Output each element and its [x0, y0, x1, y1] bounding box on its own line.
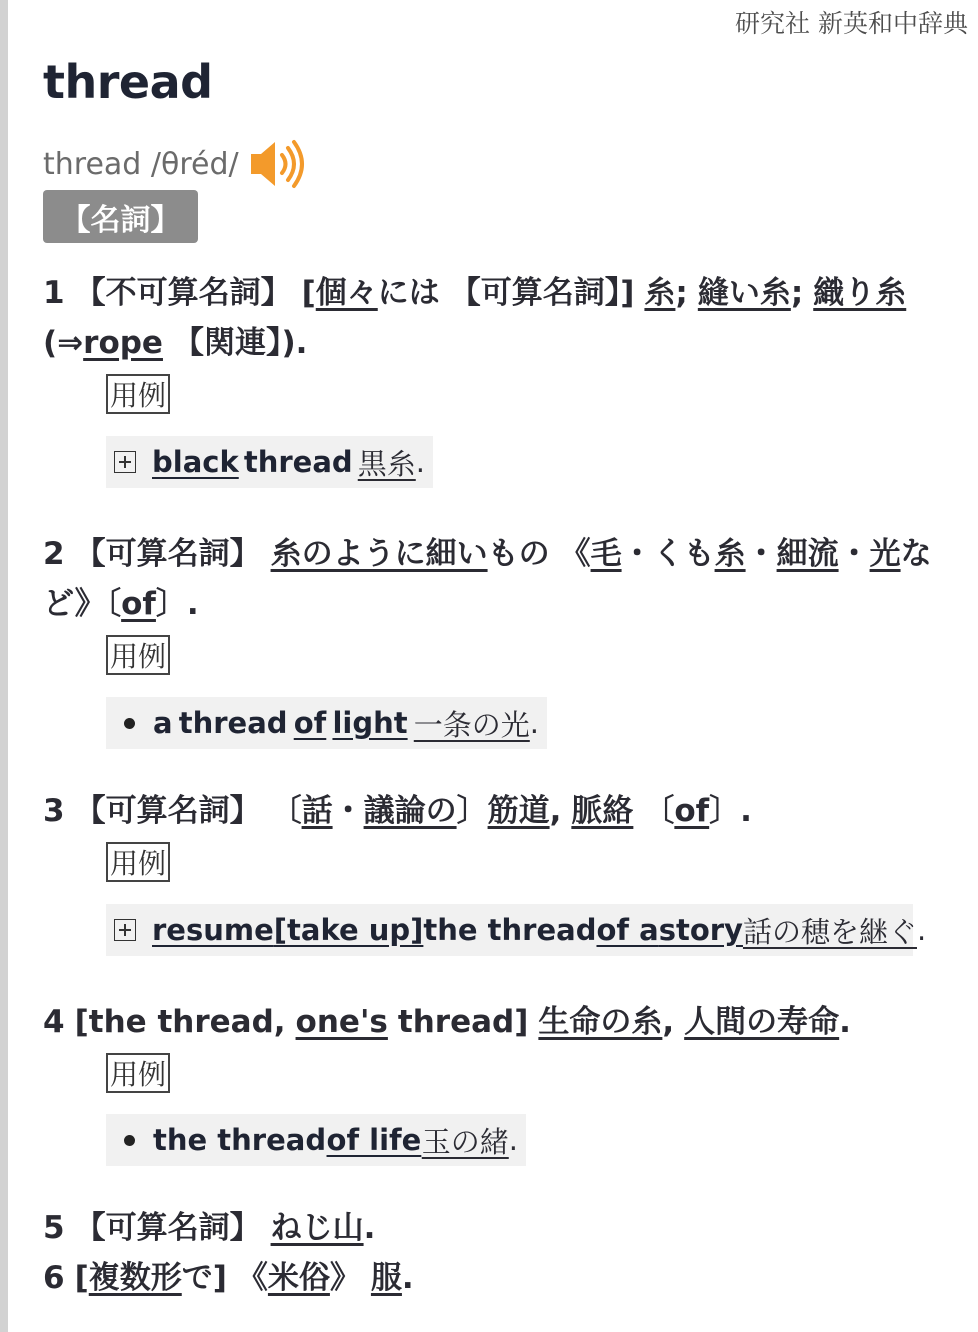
gloss-link[interactable]: 複数形 — [88, 1260, 182, 1296]
gloss-text: 》 — [329, 1260, 361, 1296]
example-ja-link[interactable]: 話の穂を継ぐ — [742, 914, 917, 949]
gloss-link[interactable]: 糸 — [714, 536, 746, 572]
sense-number: 2 — [43, 536, 65, 572]
example-en-text: a — [153, 706, 173, 740]
example-end: . — [916, 913, 927, 947]
gloss-text: など》〔 — [43, 536, 932, 622]
gloss-link[interactable]: 縫い糸 — [697, 275, 791, 311]
gloss-text: 〕. — [709, 793, 752, 829]
example-end: . — [529, 706, 540, 740]
gloss-link[interactable]: 議論の — [363, 793, 457, 829]
example-label: 用例 — [106, 1053, 170, 1093]
sense-number: 1 — [43, 275, 65, 311]
example-box — [106, 1114, 526, 1166]
gloss-text: ・ — [745, 536, 777, 572]
sense-number: 5 — [43, 1210, 65, 1246]
sense-number: 3 — [43, 793, 65, 829]
gloss-text: . — [839, 1004, 851, 1040]
sense-6 — [43, 1253, 948, 1303]
gloss-text: , — [273, 1004, 286, 1040]
gloss-link[interactable]: 細流 — [776, 536, 839, 572]
example-en-link[interactable]: story — [658, 913, 743, 947]
gloss-link[interactable]: 個々 — [315, 275, 378, 311]
example-en-link[interactable]: of — [293, 706, 327, 740]
sense-1 — [43, 268, 948, 368]
grammar-label: 【可算名詞】 — [74, 536, 261, 572]
sense-4 — [43, 997, 948, 1047]
gloss-link[interactable]: 光 — [869, 536, 901, 572]
gloss-text: . — [363, 1210, 376, 1246]
gloss-text: [ — [74, 1260, 89, 1296]
example-en-link[interactable]: black — [152, 445, 239, 479]
example-label: 用例 — [106, 842, 170, 882]
sense-3 — [43, 786, 948, 836]
left-edge-bar — [0, 0, 8, 1332]
headword-title: thread — [43, 55, 213, 109]
gloss-link[interactable]: 生命の糸 — [538, 1004, 663, 1040]
speaker-icon[interactable] — [249, 138, 307, 190]
gloss-text: ; — [790, 275, 804, 311]
gloss-link[interactable]: 糸のように細い — [270, 536, 488, 572]
expand-icon[interactable] — [114, 451, 136, 473]
expand-icon[interactable] — [114, 919, 136, 941]
gloss-text: [ — [301, 275, 316, 311]
example-box — [106, 904, 927, 956]
pronunciation-row — [43, 142, 307, 186]
gloss-link[interactable]: 毛 — [590, 536, 622, 572]
gloss-text: 《 — [236, 1260, 268, 1296]
bullet-icon — [124, 1135, 135, 1146]
gloss-text: もの — [487, 536, 550, 572]
gloss-link[interactable]: 服 — [370, 1260, 402, 1296]
gloss-text: , — [662, 1004, 675, 1040]
gloss-text: ・ — [332, 793, 364, 829]
grammar-label: 【可算名詞】 — [74, 1210, 261, 1246]
example-ja-link[interactable]: 黒糸 — [357, 446, 416, 481]
gloss-text: thread] — [397, 1004, 529, 1040]
grammar-label: 【可算名詞】 — [74, 793, 261, 829]
example-en-link[interactable]: light — [332, 706, 408, 740]
example-end: . — [508, 1123, 518, 1157]
gloss-text: で] — [181, 1260, 227, 1296]
gloss-text: ; — [675, 275, 688, 311]
cross-ref-link[interactable]: rope — [83, 325, 163, 361]
gloss-link[interactable]: 筋道 — [487, 793, 550, 829]
example-en-text: the thread — [423, 913, 597, 947]
gloss-link[interactable]: 糸 — [644, 275, 676, 311]
gloss-text: 〕 — [456, 793, 488, 829]
sense-number: 6 — [43, 1260, 65, 1296]
gloss-link[interactable]: one's — [295, 1004, 388, 1040]
gloss-text: [the thread — [74, 1004, 274, 1040]
gloss-text: 【可算名詞】] — [449, 275, 635, 311]
example-box — [106, 697, 547, 749]
bullet-icon — [124, 718, 135, 729]
gloss-link[interactable]: 米俗 — [267, 1260, 330, 1296]
gloss-text: ・く — [621, 536, 684, 572]
example-en-text: thread — [178, 706, 288, 740]
gloss-text: 〔 — [643, 793, 675, 829]
gloss-link[interactable]: of — [674, 793, 710, 829]
gloss-text: 〔 — [270, 793, 302, 829]
gloss-text: , — [549, 793, 562, 829]
sense-2 — [43, 529, 948, 629]
example-en-link[interactable]: of life — [326, 1123, 422, 1157]
gloss-text: には — [377, 275, 440, 311]
pronunciation-text: thread /θréd/ — [43, 146, 239, 182]
dictionary-source: 研究社 新英和中辞典 — [735, 9, 968, 38]
example-box — [106, 436, 433, 488]
gloss-link[interactable]: 人間の寿命 — [684, 1004, 840, 1040]
gloss-text: ・ — [838, 536, 870, 572]
example-end: . — [415, 445, 425, 479]
example-ja-link[interactable]: 一条の光 — [413, 707, 530, 742]
sense-number: 4 — [43, 1004, 65, 1040]
gloss-link[interactable]: 話 — [301, 793, 333, 829]
example-en-link[interactable]: of a — [596, 913, 659, 947]
pos-badge: 【名詞】 — [43, 190, 198, 243]
sense-5 — [43, 1203, 948, 1253]
example-en-text: the thread — [153, 1123, 327, 1157]
example-label: 用例 — [106, 635, 170, 675]
gloss-text: 〕. — [155, 586, 199, 622]
example-ja-link[interactable]: 玉の緒 — [421, 1124, 509, 1159]
gloss-text: . — [401, 1260, 414, 1296]
example-en-link[interactable]: [take up] — [273, 913, 424, 947]
gloss-link[interactable]: of — [121, 586, 156, 622]
gloss-text: 《 — [559, 536, 591, 572]
gloss-text: (⇒ — [43, 325, 84, 361]
example-label: 用例 — [106, 374, 170, 414]
gloss-text: 【関連】). — [172, 325, 308, 361]
gloss-link[interactable]: ねじ山 — [270, 1210, 364, 1246]
gloss-text: も — [683, 536, 715, 572]
example-en-text: thread — [243, 445, 353, 479]
grammar-label: 【不可算名詞】 — [74, 275, 292, 311]
gloss-link[interactable]: 織り糸 — [813, 275, 907, 311]
gloss-link[interactable]: 脈絡 — [571, 793, 634, 829]
example-en-link[interactable]: resume — [152, 913, 274, 947]
